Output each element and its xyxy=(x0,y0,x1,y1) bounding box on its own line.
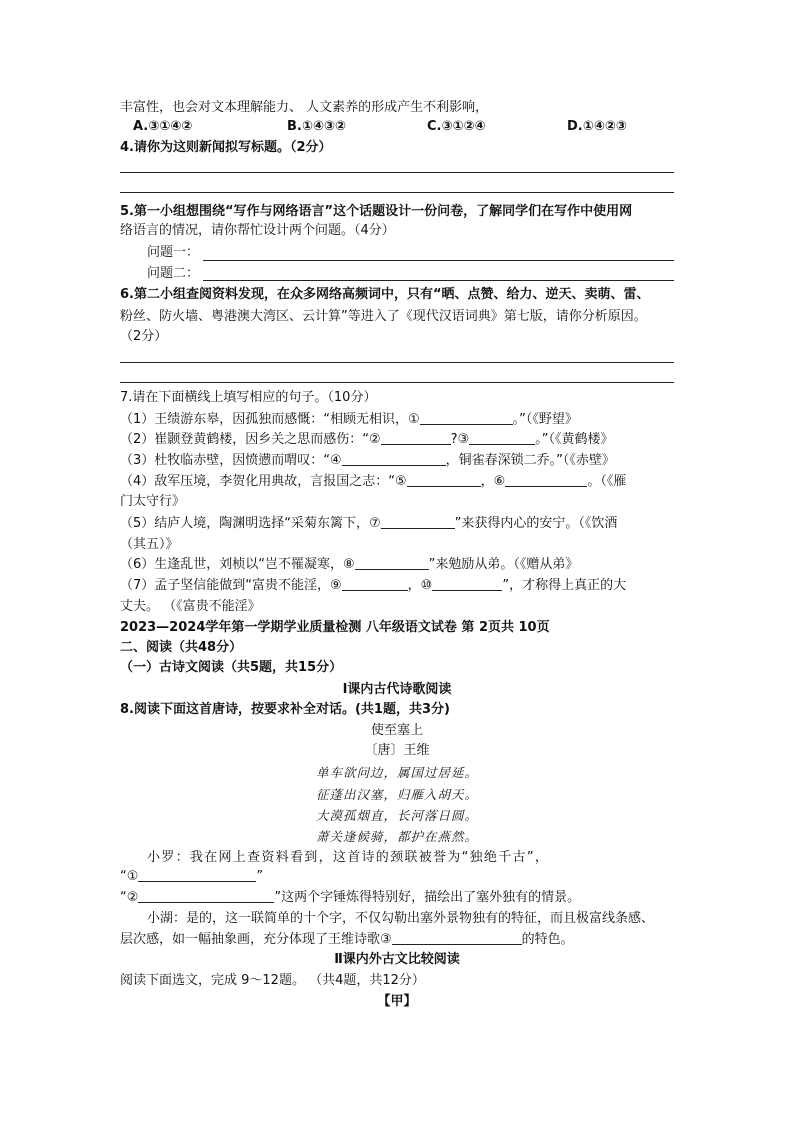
dialog-xiaohu-line1: 小湖：是的，这一联简单的十个字，不仅勾勒出塞外景物独有的特征，而且极富线条感、 xyxy=(147,911,655,926)
q7-item-4-text-c: 。（《雁 xyxy=(587,474,627,489)
q7-blank-1[interactable] xyxy=(420,411,513,425)
q7-blank-9[interactable] xyxy=(342,577,408,591)
q6-prompt-line3: （2分） xyxy=(120,329,168,344)
q7-item-1-text-b: 。”（《野望》 xyxy=(512,412,578,427)
q6-answer-line-1[interactable] xyxy=(120,362,674,363)
q7-item-5-cont: （其五）》 xyxy=(120,537,179,552)
q7-blank-4[interactable] xyxy=(342,452,446,466)
q4-answer-line-1[interactable] xyxy=(120,172,674,173)
dialog-xiaohu-line2-text-a: 层次感，如一幅抽象画，充分体现了王维诗歌③ xyxy=(120,932,392,947)
q3-option-b: B.①④③② xyxy=(287,119,346,134)
q7-item-6 xyxy=(120,556,578,574)
poem-line-2: 征蓬出汉塞，归雁入胡天。 xyxy=(315,787,478,802)
dialog-quote-close-1: ” xyxy=(256,869,264,884)
q3-option-d: D.①④②③ xyxy=(567,119,627,134)
q7-item-7-text-c: ”，才称得上真正的大 xyxy=(502,578,627,593)
q7-blank-5[interactable] xyxy=(407,473,481,487)
poem-line-3: 大漠孤烟直，长河落日圆。 xyxy=(315,808,478,823)
part-2-title: Ⅱ课内外古文比较阅读 xyxy=(334,952,460,967)
q5-question1-label: 问题一： xyxy=(147,245,200,260)
q7-item-4-text-b: ，⑥ xyxy=(480,474,506,489)
q7-item-7-text-a: （7）孟子坚信能做到“富贵不能淫，⑨ xyxy=(120,578,342,593)
q5-question1-line[interactable] xyxy=(203,260,674,261)
q7-item-2 xyxy=(120,431,613,449)
q8-blank-1[interactable] xyxy=(138,868,256,882)
q8-blank-2[interactable] xyxy=(138,889,274,903)
q7-item-7 xyxy=(120,577,626,595)
section-2-sub1: （一）古诗文阅读（共5题，共15分） xyxy=(120,660,343,675)
q7-prompt: 7.请在下面横线上填写相应的句子。（10分） xyxy=(120,390,377,405)
section-2-title: 二、阅读（共48分） xyxy=(120,640,243,655)
q7-item-2-text-a: （2）崔颢登黄鹤楼，因乡关之思而感伤：“② xyxy=(120,432,381,447)
q4-answer-line-2[interactable] xyxy=(120,192,674,193)
q7-item-1 xyxy=(120,411,578,429)
q7-item-3-text-a: （3）杜牧临赤壁，因愤懑而喟叹：“④ xyxy=(120,453,342,468)
q8-prompt: 8.阅读下面这首唐诗，按要求补全对话。(共1题，共3分) xyxy=(120,702,450,717)
q7-item-1-text-a: （1）王绩游东皋，因孤独而感慨：“相顾无相识，① xyxy=(120,412,420,427)
q6-answer-line-2[interactable] xyxy=(120,382,674,383)
page-footer: 2023—2024学年第一学期学业质量检测 八年级语文试卷 第 2页共 10页 xyxy=(120,620,550,635)
q7-item-5-text-b: ”来获得内心的安宁。（《饮酒 xyxy=(454,516,618,531)
poem-title: 使至塞上 xyxy=(370,723,423,738)
q3-text-tail: 丰富性，也会对文本理解能力、 人文素养的形成产生不利影响， xyxy=(120,100,489,115)
part-2-prompt: 阅读下面选文，完成 9～12题。 （共4题，共12分） xyxy=(120,973,425,988)
poem-line-4: 萧关逢候骑，都护在燕然。 xyxy=(315,829,478,844)
q7-item-4 xyxy=(120,473,626,491)
q6-prompt-line2: 粉丝、防火墙、粤港澳大湾区、云计算”等进入了《现代汉语词典》第七版，请你分析原因。 xyxy=(120,309,647,324)
q5-question2-label: 问题二： xyxy=(147,266,200,281)
dialog-xiaoluo-line1: 小罗：我在网上查资料看到，这首诗的颈联被誉为“独绝千古”， xyxy=(147,850,550,865)
dialog-xiaohu-line2 xyxy=(120,931,574,949)
q7-item-4-text-a: （4）敌军压境，李贺化用典故，言报国之志：“⑤ xyxy=(120,474,407,489)
dialog-xiaoluo-line2 xyxy=(120,868,263,886)
q7-item-3 xyxy=(120,452,615,470)
q4-prompt: 4.请你为这则新闻拟写标题。（2分） xyxy=(120,140,332,155)
q7-blank-8[interactable] xyxy=(355,556,429,570)
poem-author: 〔唐〕王维 xyxy=(364,743,430,758)
q7-item-5 xyxy=(120,515,617,533)
part-1-title: Ⅰ课内古代诗歌阅读 xyxy=(342,682,452,697)
q7-item-6-text-a: （6）生逢乱世，刘桢以“岂不罹凝寒，⑧ xyxy=(120,557,355,572)
q5-prompt-line1: 5.第一小组想围绕“写作与网络语言”这个话题设计一份问卷，了解同学们在写作中使用网 xyxy=(120,204,633,219)
q7-item-6-text-b: ”来勉励从弟。（《赠从弟》 xyxy=(428,557,579,572)
q6-prompt-line1: 6.第二小组查阅资料发现，在众多网络高频词中，只有“晒、点赞、给力、逆天、卖萌、雷、 xyxy=(120,287,650,302)
q5-question2-line[interactable] xyxy=(203,280,674,281)
q7-blank-10[interactable] xyxy=(432,577,502,591)
q7-item-7-text-b: ，⑩ xyxy=(407,578,433,593)
q7-item-2-text-c: 。”（《黄鹤楼》 xyxy=(535,432,614,447)
dialog-quote-open-1: “① xyxy=(120,869,139,884)
q7-item-3-text-b: ，铜雀春深锁二乔。”（《赤壁》 xyxy=(445,453,615,468)
poem-line-1: 单车欲问边，属国过居延。 xyxy=(315,765,478,780)
dialog-xiaohu-line2-text-b: 的特色。 xyxy=(521,932,574,947)
q7-blank-7[interactable] xyxy=(381,515,455,529)
q3-option-c: C.③①②④ xyxy=(427,119,486,134)
q7-item-2-text-b: ?③ xyxy=(450,432,470,447)
q7-item-4-cont: 门太守行》 xyxy=(120,494,186,509)
q7-blank-2[interactable] xyxy=(381,431,451,445)
q7-item-5-text-a: （5）结庐人境，陶渊明选择“采菊东篱下，⑦ xyxy=(120,516,381,531)
passage-jia-label: 【甲】 xyxy=(377,994,417,1009)
q5-prompt-line2: 络语言的情况，请你帮忙设计两个问题。（4分） xyxy=(120,223,395,238)
q7-blank-3[interactable] xyxy=(469,431,535,445)
q3-option-a: A.③①④② xyxy=(133,119,193,134)
q8-blank-3[interactable] xyxy=(392,931,522,945)
q7-blank-6[interactable] xyxy=(505,473,587,487)
q7-item-7-cont: 丈夫。 （《富贵不能淫》 xyxy=(120,599,261,614)
dialog-quote-open-2: “② xyxy=(120,890,139,905)
dialog-xiaoluo-line3-text: ”这两个字锤炼得特别好，描绘出了塞外独有的情景。 xyxy=(274,890,581,905)
dialog-xiaoluo-line3 xyxy=(120,889,580,907)
